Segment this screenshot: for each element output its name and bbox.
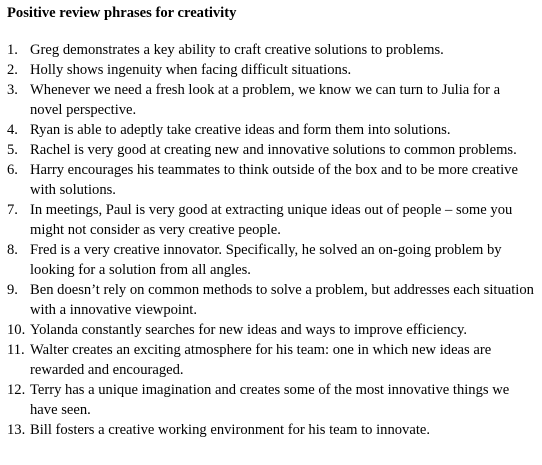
- list-item: [7, 380, 536, 420]
- item-text: Rachel is very good at creating new and innovative solutions to common problems.: [30, 142, 517, 158]
- list-item: [7, 120, 536, 140]
- item-number: 10.: [7, 322, 26, 338]
- phrase-list: [7, 40, 536, 440]
- item-number: 2.: [7, 62, 18, 78]
- item-number: 1.: [7, 42, 18, 58]
- item-number: 11.: [7, 342, 25, 358]
- item-text: Greg demonstrates a key ability to craft creative solutions to problems.: [30, 42, 444, 58]
- item-number: 8.: [7, 242, 18, 258]
- item-text: Ryan is able to adeptly take creative ideas and form them into solutions.: [30, 122, 451, 138]
- item-text: Holly shows ingenuity when facing difficult situations.: [30, 62, 352, 78]
- item-text: Harry encourages his teammates to think outside of the box and to be more creative with solutions.: [30, 162, 518, 198]
- list-item: [7, 140, 536, 160]
- list-item: [7, 80, 536, 120]
- item-number: 5.: [7, 142, 18, 158]
- item-text: Yolanda constantly searches for new ideas and ways to improve efficiency.: [30, 322, 468, 338]
- list-item: [7, 40, 536, 60]
- item-text: Whenever we need a fresh look at a problem, we know we can turn to Julia for a novel perspective.: [30, 82, 501, 118]
- item-text: Ben doesn’t rely on common methods to solve a problem, but addresses each situation with a innovative viewpoint.: [30, 282, 534, 318]
- item-text: Fred is a very creative innovator. Specifically, he solved an on-going problem by looking for a solution from all angles.: [30, 242, 502, 278]
- item-number: 7.: [7, 202, 18, 218]
- item-number: 3.: [7, 82, 18, 98]
- list-item: [7, 320, 536, 340]
- item-text: Walter creates an exciting atmosphere for his team: one in which new ideas are rewarded and encouraged.: [30, 342, 492, 378]
- item-number: 9.: [7, 282, 18, 298]
- item-number: 12.: [7, 382, 26, 398]
- item-number: 13.: [7, 422, 26, 438]
- list-item: [7, 280, 536, 320]
- list-item: [7, 160, 536, 200]
- list-item: [7, 340, 536, 380]
- item-number: 4.: [7, 122, 18, 138]
- document-title: Positive review phrases for creativity: [7, 5, 237, 21]
- item-text: Terry has a unique imagination and creates some of the most innovative things we have seen.: [30, 382, 510, 418]
- list-item: [7, 200, 536, 240]
- list-item: [7, 60, 536, 80]
- item-text: In meetings, Paul is very good at extracting unique ideas out of people – some you might not consider as very creative people.: [30, 202, 513, 238]
- list-item: [7, 420, 536, 440]
- list-item: [7, 240, 536, 280]
- item-number: 6.: [7, 162, 18, 178]
- item-text: Bill fosters a creative working environment for his team to innovate.: [30, 422, 431, 438]
